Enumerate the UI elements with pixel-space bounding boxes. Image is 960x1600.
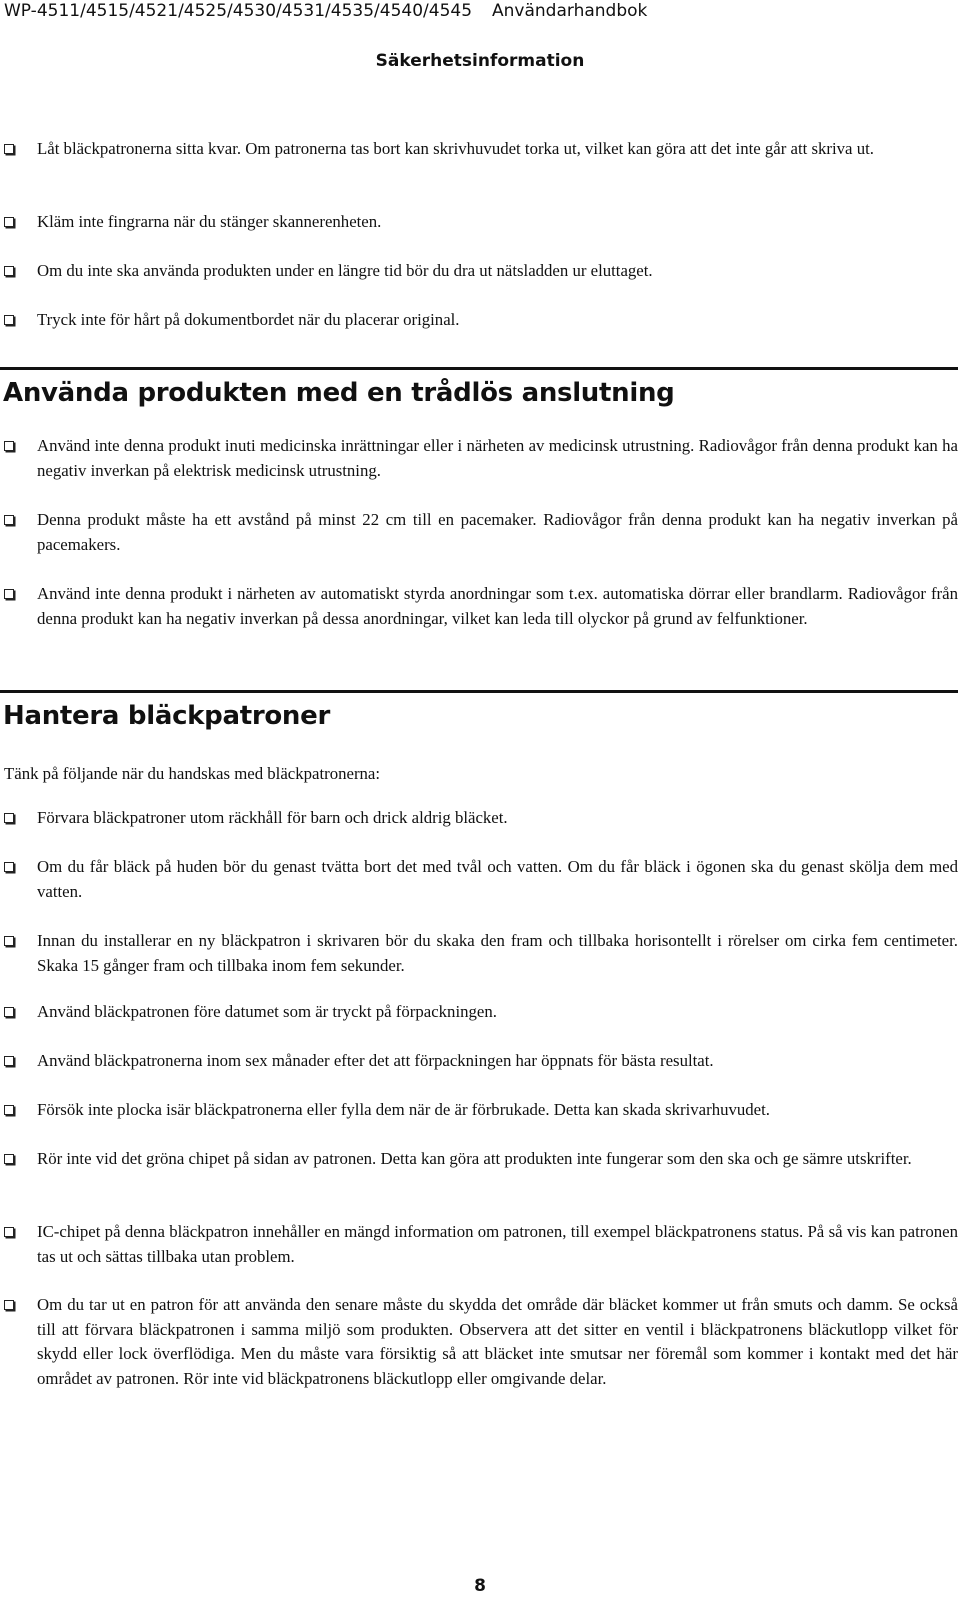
checkbox-bullet-icon: [4, 1056, 14, 1066]
header-models: WP-4511/4515/4521/4525/4530/4531/4535/4540/4545: [4, 1, 473, 21]
heading-wireless-text: Använda produkten med en trådlös anslutning: [3, 378, 675, 408]
checkbox-bullet-icon: [4, 441, 14, 451]
checkbox-bullet-icon: [4, 515, 14, 525]
list-item-text: Låt bläckpatronerna sitta kvar. Om patronerna tas bort kan skrivhuvudet torka ut, vilket kan göra att det inte går att skriva ut.: [37, 139, 874, 158]
list-item-text: Tryck inte för hårt på dokumentbordet när du placerar original.: [37, 310, 460, 329]
checkbox-bullet-icon: [4, 144, 14, 154]
checkbox-bullet-icon: [4, 1007, 14, 1017]
list-item-text: Innan du installerar en ny bläckpatron i skrivaren bör du skaka den fram och tillbaka horisontellt i rörelser om cirka fem centimeter. Skaka 15 gånger fram och tillbaka inom fem sekunder.: [37, 931, 958, 975]
list-item: [0, 137, 958, 162]
section-title: Säkerhetsinformation: [375, 51, 585, 71]
list-item-text: Kläm inte fingrarna när du stänger skannerenheten.: [37, 212, 382, 231]
list-item: [0, 1147, 958, 1172]
heading-wireless: [0, 367, 958, 410]
list-item: [0, 434, 958, 483]
list-item-text: Om du tar ut en patron för att använda den senare måste du skydda det område där bläcket kommer ut från smuts och damm. Se också till att förvara bläckpatronen i samma miljö som produkten. Observera att det sitter en ventil i bläckpatronens bläckutlopp vilket för skydd eller lock överflödiga. Men du måste vara försiktig så att bläcket inte smutsar ner föremål som kommer i kontakt med det här området av patronen. Rör inte vid bläckpatronens bläckutlopp eller omgivande delar.: [37, 1295, 958, 1388]
list-item: [0, 1000, 958, 1025]
list-item: [0, 1049, 958, 1074]
list-item: [0, 508, 958, 557]
list-item-text: Denna produkt måste ha ett avstånd på minst 22 cm till en pacemaker. Radiovågor från denna produkt kan ha negativ inverkan på pacemakers.: [37, 510, 958, 554]
list-item-text: Använd inte denna produkt inuti medicinska inrättningar eller i närheten av medicinsk utrustning. Radiovågor från denna produkt kan ha negativ inverkan på elektrisk medicinsk utrustning.: [37, 436, 958, 480]
running-header: [4, 0, 647, 22]
list-item: [0, 1098, 958, 1123]
list-item-text: Försök inte plocka isär bläckpatronerna eller fylla dem när de är förbrukade. Detta kan skada skrivarhuvudet.: [37, 1100, 770, 1119]
checkbox-bullet-icon: [4, 589, 14, 599]
list-item: [0, 210, 958, 235]
list-item: [0, 259, 958, 284]
checkbox-bullet-icon: [4, 1227, 14, 1237]
list-item: [0, 1293, 958, 1391]
checkbox-bullet-icon: [4, 862, 14, 872]
list-item-text: Förvara bläckpatroner utom räckhåll för barn och drick aldrig bläcket.: [37, 808, 508, 827]
list-item: [0, 929, 958, 978]
checkbox-bullet-icon: [4, 315, 14, 325]
heading-ink-cartridges: [0, 690, 958, 733]
list-item-text: Om du inte ska använda produkten under en längre tid bör du dra ut nätsladden ur eluttaget.: [37, 261, 653, 280]
list-item-text: Använd bläckpatronerna inom sex månader efter det att förpackningen har öppnats för bästa resultat.: [37, 1051, 714, 1070]
checkbox-bullet-icon: [4, 1105, 14, 1115]
checkbox-bullet-icon: [4, 813, 14, 823]
list-item: [0, 308, 958, 333]
checkbox-bullet-icon: [4, 1300, 14, 1310]
heading-ink-cartridges-text: Hantera bläckpatroner: [3, 701, 331, 731]
header-manual-title: Användarhandbok: [492, 1, 648, 21]
list-item-text: IC-chipet på denna bläckpatron innehåller en mängd information om patronen, till exempel bläckpatronens status. På så vis kan patronen tas ut och sättas tillbaka utan problem.: [37, 1222, 958, 1266]
checkbox-bullet-icon: [4, 217, 14, 227]
checkbox-bullet-icon: [4, 936, 14, 946]
page-number: 8: [474, 1576, 486, 1596]
list-item-text: Använd inte denna produkt i närheten av automatiskt styrda anordningar som t.ex. automatiska dörrar eller brandlarm. Radiovågor från denna produkt kan ha negativ inverkan på dessa anordningar, vilket kan leda till olyckor på grund av felfunktioner.: [37, 584, 958, 628]
list-item-text: Rör inte vid det gröna chipet på sidan av patronen. Detta kan göra att produkten inte fungerar som den ska och ge sämre utskrifter.: [37, 1149, 912, 1168]
list-item-text: Om du får bläck på huden bör du genast tvätta bort det med tvål och vatten. Om du får bläck i ögonen ska du genast skölja dem med vatten.: [37, 857, 958, 901]
list-item: [0, 582, 958, 631]
list-item-text: Använd bläckpatronen före datumet som är tryckt på förpackningen.: [37, 1002, 497, 1021]
list-item: [0, 1220, 958, 1269]
checkbox-bullet-icon: [4, 266, 14, 276]
list-item: [0, 806, 958, 831]
checkbox-bullet-icon: [4, 1154, 14, 1164]
list-item: [0, 855, 958, 904]
intro-paragraph: Tänk på följande när du handskas med bläckpatronerna:: [4, 764, 381, 783]
